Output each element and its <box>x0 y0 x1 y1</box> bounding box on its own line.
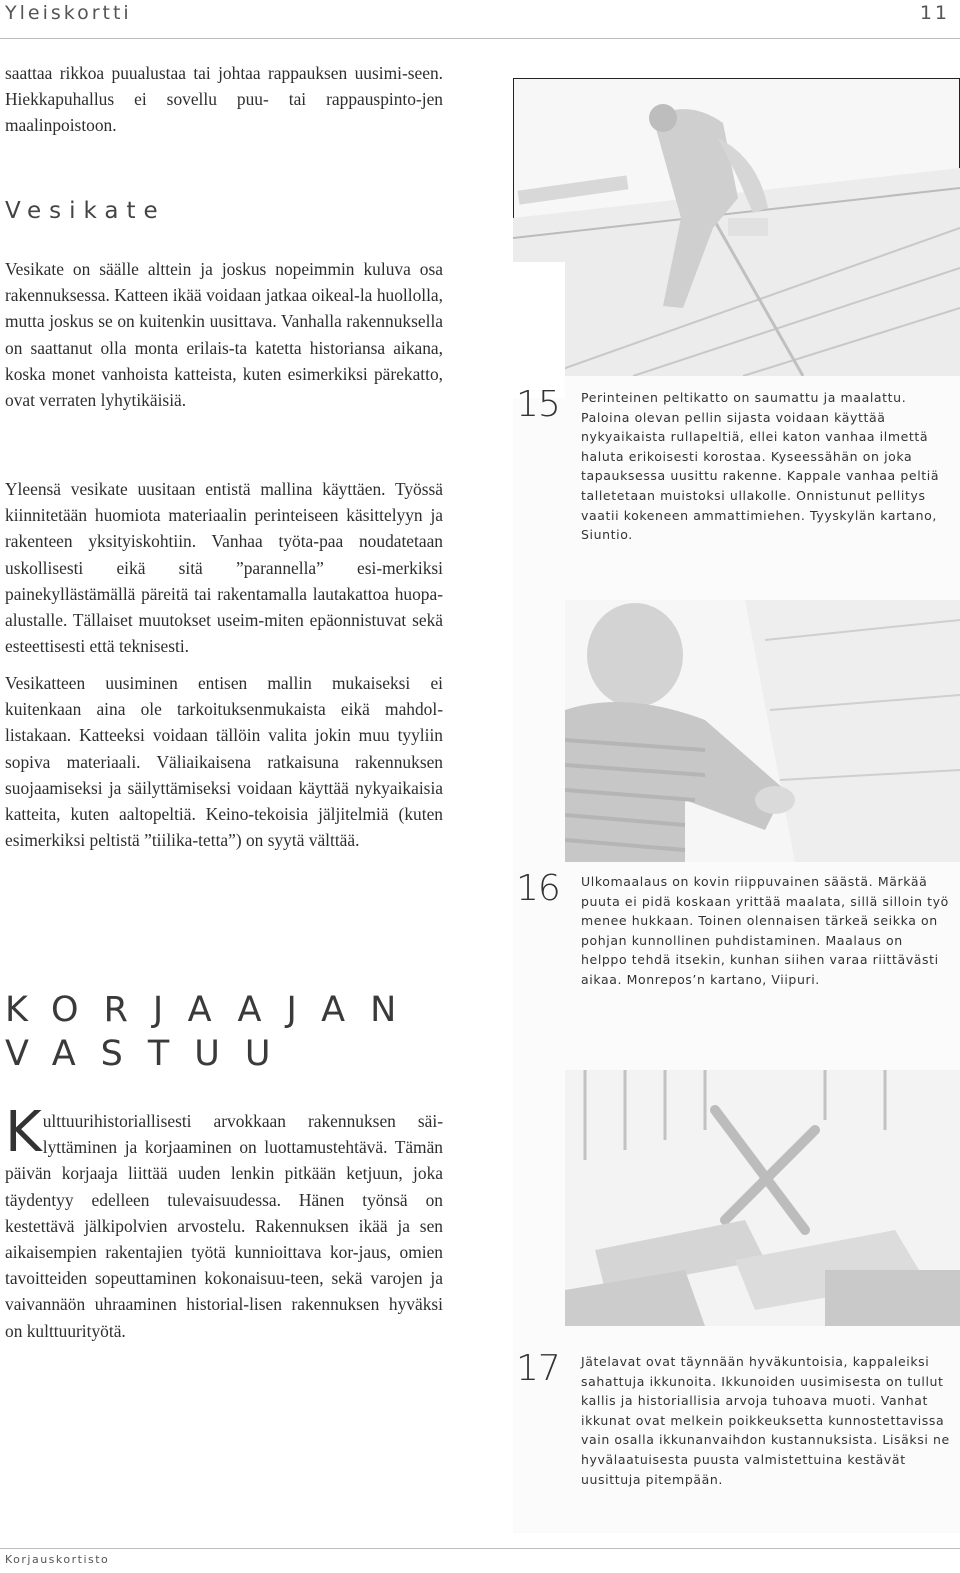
korjaajan-paragraph-1: ulttuurihistoriallisesti arvokkaan rakennuksen säi-lyttäminen ja korjaaminen on luottamustehtävä. Tämän päivän korjaaja liittää uuden lenkin pitkään ketjuun, joka täydentyy edelleen tulevaisuudessa. Hänen työnsä on kestettävä jälkipolvien arvostelu. Rakennuksen ikää ja sen aikaisempien rakentajien työtä kunnioittava kor-jaus, omien tavoitteiden sopeuttaminen kokonaisuu-teen, sekä varojen ja vaivannäön uhraaminen historial-lisen rakennuksen hyväksi on kulttuurityötä. <box>5 1111 443 1341</box>
drop-cap: K <box>5 1100 42 1165</box>
figure-caption-16: Ulkomaalaus on kovin riippuvainen säästä. Märkää puuta ei pidä koskaan yrittää maalata, sillä silloin työ menee hukkaan. Toinen olennaisen tärkeä seikka on pohjan kunnollinen puhdistaminen. Maalaus on helppo tehdä itsekin, kunhan siihen varaa riittävästi aikaa. Monrepos’n kartano, Viipuri. <box>581 874 949 987</box>
heading-line-2: VASTUU <box>5 1034 296 1074</box>
running-header-title: Yleiskortti <box>5 2 132 24</box>
figure-caption-15: Perinteinen peltikatto on saumattu ja maalattu. Paloina olevan pellin sijasta voidaan käyttää nykyaikaista rullapeltiä, ellei katon vanhaa ilmettä haluta erikoisesti korostaa. Kyseessähän on joka tapauksessa uusittu rakenne. Kappale vanhaa peltiä talletetaan muistoksi ullakolle. Onnistunut pellitys vaatii kokeneen ammattimiehen. Tyyskylän kartano, Siuntio. <box>581 390 940 543</box>
figure-caption-17: Jätelavat ovat täynnään hyväkuntoisia, kappaleiksi sahattuja ikkunoita. Ikkunoiden uusimisesta on tullut kallis ja historiallisia arvoja tuhoava muoti. Vanhat ikkunat ovat melkein poikkeuksetta kunnostettavissa vain osalla ikkunanvaihdon kustannuksista. Lisäksi ne hyvälaatuisesta puusta valmistettuina kestävät uusittuja pitempään. <box>581 1354 950 1487</box>
section-heading-korjaajan-vastuu <box>5 988 421 1076</box>
running-footer: Korjauskortisto <box>5 1553 110 1566</box>
figure-number-16: 16 <box>516 868 560 909</box>
caption-number-backdrop <box>513 262 565 398</box>
photo-roof-worker <box>513 78 960 376</box>
intro-paragraph: saattaa rikkoa puualustaa tai johtaa rappauksen uusimi-seen. Hiekkapuhallus ei sovellu puu- tai rappauspinto-jen maalinpoistoon. <box>5 63 443 136</box>
vesikate-paragraph-1: Vesikate on säälle alttein ja joskus nopeimmin kuluva osa rakennuksessa. Katteen ikää voidaan jatkaa oikeal-la huollolla, mutta joskus se on kuitenkin uusittava. Vanhalla rakennuksella on saattanut olla monta erilais-ta katetta historiansa aikana, koska monet vanhoista katteista, kuten esimerkiksi pärekatto, ovat verraten lyhytikäisiä. <box>5 259 443 411</box>
photo-discarded-windows <box>565 1070 960 1326</box>
vesikate-paragraph-3: Vesikatteen uusiminen entisen mallin mukaiseksi ei kuitenkaan aina ole tarkoituksenmukaista eikä mahdol-listakaan. Katteeksi voidaan tällöin valita jokin muu tyyliin sopiva materiaali. Väliaikaisena ratkaisuna rakennuksen suojaamiseksi ja säilyttämiseksi voidaan käyttää nykyaikaisia katteita, kuten aaltopeltiä. Keino-tekoisia jäljitelmiä (kuten esimerkiksi peltistä ”tiilika-tetta”) on syytä välttää. <box>5 673 443 851</box>
heading-line-1: KORJAAJAN <box>5 990 422 1030</box>
section-heading-vesikate: Vesikate <box>5 198 166 224</box>
photo-painting <box>565 600 960 862</box>
figure-number-17: 17 <box>516 1348 560 1389</box>
footer-divider <box>0 1548 960 1549</box>
korjaajan-paragraph-block <box>5 1100 443 1344</box>
page-number: 11 <box>919 2 950 24</box>
header-divider <box>0 38 960 39</box>
vesikate-paragraph-2: Yleensä vesikate uusitaan entistä mallina käyttäen. Työssä kiinnitetään huomiota materiaalin perinteiseen käsittelyyn ja rakenteen yksityiskohtiin. Vanhaa työta-paa noudatetaan uskollisesti eikä sitä ”parannella” esi-merkiksi painekyllästämällä päreitä tai rakentamalla lautakattoa huopa-alustalle. Tällaiset muutokset useim-miten epäonnistuvat sekä esteettisesti että teknisesti. <box>5 479 443 657</box>
figure-number-15: 15 <box>516 384 560 425</box>
